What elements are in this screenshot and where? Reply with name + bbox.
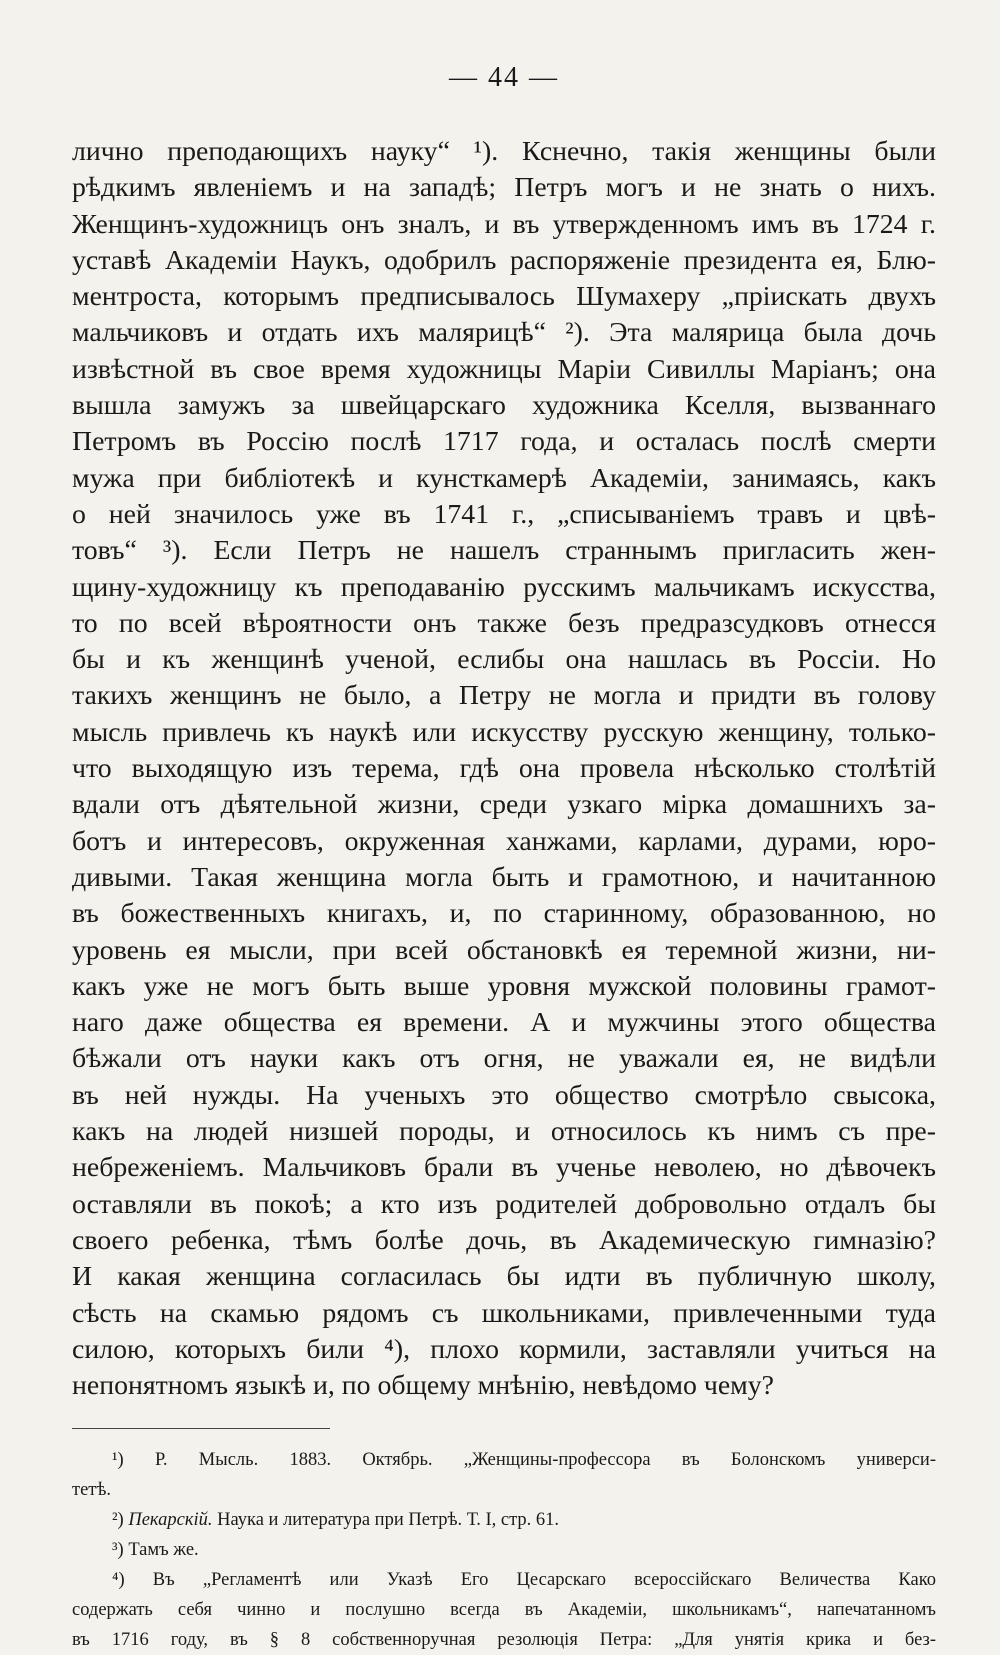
body-line: щину-художницу къ преподаванію русскимъ мальчикамъ искусства, <box>72 571 936 603</box>
body-line: рѣдкимъ явленіемъ и на западѣ; Петръ могъ и не знать о нихъ. <box>72 172 936 204</box>
body-line: И какая женщина согласилась бы идти въ публичную школу, <box>72 1261 936 1293</box>
footnote-2-text: Наука и литература при Петрѣ. Т. I, стр. 61. <box>212 1510 560 1531</box>
page-number: — 44 — <box>449 62 559 93</box>
footnote-4-line-1: ⁴) Въ „Регламентѣ или Указѣ Его Цесарскаго всероссійскаго Величества Како <box>112 1570 936 1591</box>
footnote-2 <box>72 1505 936 1535</box>
body-line: непонятномъ языкѣ и, по общему мнѣнію, невѣдомо чему? <box>72 1370 775 1402</box>
body-line: уровень ея мысли, при всей обстановкѣ ея теремной жизни, ни- <box>72 934 936 966</box>
body-line: мальчиковъ и отдать ихъ малярицѣ“ ²). Эта малярица была дочь <box>72 317 936 349</box>
body-line: о ней значилось уже въ 1741 г., „списываніемъ травъ и цвѣ- <box>72 498 936 530</box>
body-line: какъ на людей низшей породы, и относилось къ нимъ съ пре- <box>72 1116 936 1148</box>
body-line: дивыми. Такая женщина могла быть и грамотною, и начитанною <box>72 861 936 893</box>
body-line: бы и къ женщинѣ ученой, еслибы она нашлась въ Россіи. Но <box>72 644 936 676</box>
body-line: такихъ женщинъ не было, а Петру не могла и придти въ голову <box>72 680 936 712</box>
body-line: Петромъ въ Россію послѣ 1717 года, и осталась послѣ смерти <box>72 426 936 458</box>
footnote-1-line-2: тетѣ. <box>72 1480 112 1501</box>
body-line: ментроста, которымъ предписывалось Шумахеру „пріискать двухъ <box>72 281 936 313</box>
body-text <box>72 134 936 1404</box>
body-line: товъ“ ³). Если Петръ не нашелъ страннымъ пригласить жен- <box>72 535 936 567</box>
body-line: вышла замужъ за швейцарскаго художника Кселля, вызваннаго <box>72 390 936 422</box>
body-line: Женщинъ-художницъ онъ зналъ, и въ утвержденномъ имъ въ 1724 г. <box>72 208 936 240</box>
body-line: мысль привлечь къ наукѣ или искусству русскую женщину, только- <box>72 716 936 748</box>
body-line: въ божественныхъ книгахъ, и, по старинному, образованною, но <box>72 898 936 930</box>
body-line: то по всей вѣроятности онъ также безъ предразсудковъ отнесся <box>72 607 936 639</box>
body-line: ботъ и интересовъ, окруженная ханжами, карлами, дурами, юро- <box>72 825 936 857</box>
body-line: бѣжали отъ науки какъ отъ огня, не уважали ея, не видѣли <box>72 1043 936 1075</box>
footnote-2-marker: ²) <box>112 1510 129 1531</box>
footnotes <box>72 1445 936 1655</box>
body-line: сѣсть на скамью рядомъ съ школьниками, привлеченными туда <box>72 1297 936 1329</box>
body-line: что выходящую изъ терема, гдѣ она провела нѣсколько столѣтій <box>72 753 936 785</box>
footnote-4-line-2: содержать себя чинно и послушно всегда въ Академіи, школьникамъ“, напечатанномъ <box>72 1600 936 1621</box>
footnote-4-line-3: въ 1716 году, въ § 8 собственноручная резолюція Петра: „Для унятія крика и без- <box>72 1630 936 1651</box>
body-line: своего ребенка, тѣмъ болѣе дочь, въ Академическую гимназію? <box>72 1224 936 1256</box>
footnote-separator <box>72 1428 330 1429</box>
body-line: вдали отъ дѣятельной жизни, среди узкаго мірка домашнихъ за- <box>72 789 936 821</box>
footnote-3: ³) Тамъ же. <box>112 1540 199 1561</box>
footnote-1-line-1: ¹) Р. Мысль. 1883. Октябрь. „Женщины-профессора въ Болонскомъ универси- <box>112 1450 936 1471</box>
footnote-2-author: Пекарскій. <box>128 1510 213 1531</box>
book-page <box>72 60 936 1655</box>
body-line: мужа при библіотекѣ и кунсткамерѣ Академіи, занимаясь, какъ <box>72 462 936 494</box>
body-line: наго даже общества ея времени. А и мужчины этого общества <box>72 1007 936 1039</box>
body-line: уставѣ Академіи Наукъ, одобрилъ распоряженіе президента ея, Блю- <box>72 244 936 276</box>
body-line: оставляли въ покоѣ; а кто изъ родителей добровольно отдалъ бы <box>72 1188 936 1220</box>
body-line: какъ уже не могъ быть выше уровня мужской половины грамот- <box>72 970 936 1002</box>
body-line: лично преподающихъ науку“ ¹). Кснечно, такія женщины были <box>72 136 936 167</box>
body-line: въ ней нужды. На ученыхъ это общество смотрѣло свысока, <box>72 1079 936 1111</box>
body-line: силою, которыхъ били ⁴), плохо кормили, заставляли учиться на <box>72 1333 936 1365</box>
body-line: извѣстной въ свое время художницы Маріи Сивиллы Маріанъ; она <box>72 353 936 385</box>
body-line: небреженіемъ. Мальчиковъ брали въ ученье неволею, но дѣвочекъ <box>72 1152 936 1184</box>
